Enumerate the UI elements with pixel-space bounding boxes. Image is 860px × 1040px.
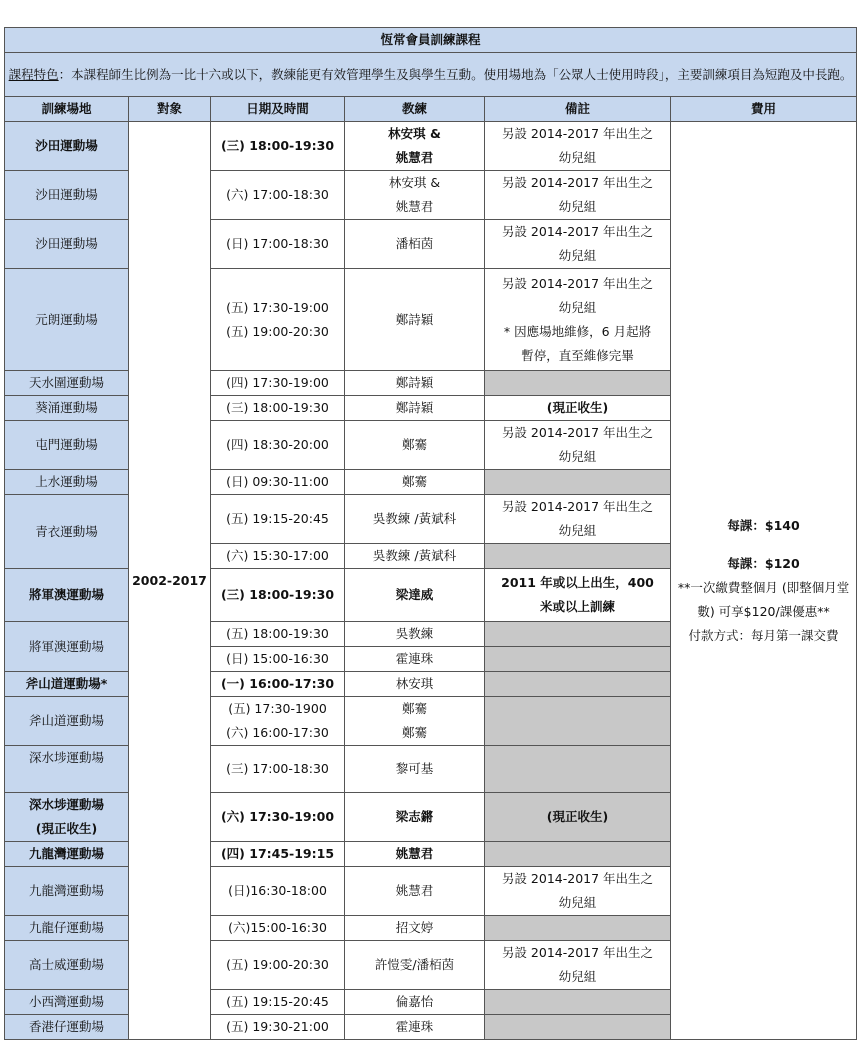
time-cell: (四) 17:30-19:00 bbox=[211, 371, 345, 396]
venue-cell: 九龍仔運動場 bbox=[5, 916, 129, 941]
time-cell: (一) 16:00-17:30 bbox=[211, 672, 345, 697]
fee-per-class-120: 每課：$120 bbox=[727, 555, 800, 571]
table-row bbox=[5, 122, 857, 171]
venue-cell: 將軍澳運動場 bbox=[5, 569, 129, 622]
fee-per-class-140: 每課：$140 bbox=[727, 517, 800, 533]
coach-cell: 霍連珠 bbox=[345, 647, 485, 672]
table-title: 恆常會員訓練課程 bbox=[5, 28, 857, 53]
remarks-cell bbox=[485, 916, 671, 941]
coach-cell: 鄭詩穎 bbox=[345, 396, 485, 421]
venue-cell: 葵涌運動場 bbox=[5, 396, 129, 421]
venue-cell: 沙田運動場 bbox=[5, 122, 129, 171]
remarks-cell bbox=[485, 544, 671, 569]
time-cell: (六)15:00-16:30 bbox=[211, 916, 345, 941]
time-cell: (三) 18:00-19:30 bbox=[211, 396, 345, 421]
time-cell: (五) 19:15-20:45 bbox=[211, 495, 345, 544]
remarks-cell: 另設 2014-2017 年出生之 幼兒組 bbox=[485, 122, 671, 171]
coach-cell: 鄭詩穎 bbox=[345, 371, 485, 396]
coach-cell: 鄭騫 鄭騫 bbox=[345, 697, 485, 746]
coach-cell: 潘栢茵 bbox=[345, 220, 485, 269]
coach-cell: 招文婷 bbox=[345, 916, 485, 941]
time-cell: (四) 17:45-19:15 bbox=[211, 842, 345, 867]
remarks-cell: 另設 2014-2017 年出生之 幼兒組 bbox=[485, 495, 671, 544]
remarks-cell bbox=[485, 697, 671, 746]
coach-cell: 鄭騫 bbox=[345, 470, 485, 495]
remarks-cell bbox=[485, 842, 671, 867]
intro-label: 課程特色 bbox=[8, 66, 59, 82]
remarks-cell bbox=[485, 371, 671, 396]
remarks-cell bbox=[485, 746, 671, 793]
coach-cell: 黎可基 bbox=[345, 746, 485, 793]
schedule-table bbox=[4, 27, 857, 1040]
venue-cell: 高士威運動場 bbox=[5, 941, 129, 990]
remarks-cell bbox=[485, 1015, 671, 1040]
header-coach: 教練 bbox=[345, 97, 485, 122]
remarks-cell bbox=[485, 470, 671, 495]
coach-cell: 鄭詩穎 bbox=[345, 269, 485, 371]
header-target: 對象 bbox=[129, 97, 211, 122]
fee-cell bbox=[671, 122, 857, 1040]
header-row bbox=[5, 97, 857, 122]
time-cell: (三) 17:00-18:30 bbox=[211, 746, 345, 793]
time-cell: (五) 19:00-20:30 bbox=[211, 941, 345, 990]
remarks-cell bbox=[485, 622, 671, 647]
remarks-cell: (現正收生) bbox=[485, 793, 671, 842]
fee-monthly-offer: **一次繳費整個月 (即整個月堂數) 可享$120/課優惠** bbox=[677, 579, 850, 619]
time-cell: (六) 17:00-18:30 bbox=[211, 171, 345, 220]
venue-cell: 斧山道運動場 bbox=[5, 697, 129, 746]
time-cell: (日)16:30-18:00 bbox=[211, 867, 345, 916]
venue-cell: 九龍灣運動場 bbox=[5, 842, 129, 867]
remarks-cell: 另設 2014-2017 年出生之 幼兒組 bbox=[485, 867, 671, 916]
time-cell: (五) 17:30-19:00 (五) 19:00-20:30 bbox=[211, 269, 345, 371]
coach-cell: 霍連珠 bbox=[345, 1015, 485, 1040]
target-cell: 2002-2017 bbox=[129, 122, 211, 1040]
venue-cell: 元朗運動場 bbox=[5, 269, 129, 371]
coach-cell: 吳教練 /黃斌科 bbox=[345, 544, 485, 569]
time-cell: (五) 19:15-20:45 bbox=[211, 990, 345, 1015]
venue-cell: 天水圍運動場 bbox=[5, 371, 129, 396]
header-fee: 費用 bbox=[671, 97, 857, 122]
coach-cell: 梁志鏘 bbox=[345, 793, 485, 842]
coach-cell: 林安琪 bbox=[345, 672, 485, 697]
header-venue: 訓練場地 bbox=[5, 97, 129, 122]
remarks-cell: 2011 年或以上出生，400 米或以上訓練 bbox=[485, 569, 671, 622]
time-cell: (四) 18:30-20:00 bbox=[211, 421, 345, 470]
coach-cell: 鄭騫 bbox=[345, 421, 485, 470]
coach-cell: 吳教練 bbox=[345, 622, 485, 647]
header-remarks: 備註 bbox=[485, 97, 671, 122]
time-cell: (六) 15:30-17:00 bbox=[211, 544, 345, 569]
course-intro bbox=[5, 53, 857, 97]
time-cell: (日) 15:00-16:30 bbox=[211, 647, 345, 672]
venue-cell: 小西灣運動場 bbox=[5, 990, 129, 1015]
time-cell: (六) 17:30-19:00 bbox=[211, 793, 345, 842]
venue-cell: 將軍澳運動場 bbox=[5, 622, 129, 672]
venue-cell: 九龍灣運動場 bbox=[5, 867, 129, 916]
venue-cell: 青衣運動場 bbox=[5, 495, 129, 569]
remarks-cell: 另設 2014-2017 年出生之 幼兒組 bbox=[485, 941, 671, 990]
coach-cell: 姚慧君 bbox=[345, 842, 485, 867]
remarks-cell: 另設 2014-2017 年出生之 幼兒組 bbox=[485, 220, 671, 269]
header-datetime: 日期及時間 bbox=[211, 97, 345, 122]
coach-cell: 姚慧君 bbox=[345, 867, 485, 916]
time-cell: (日) 09:30-11:00 bbox=[211, 470, 345, 495]
time-cell: (五) 17:30-1900 (六) 16:00-17:30 bbox=[211, 697, 345, 746]
coach-cell: 吳教練 /黃斌科 bbox=[345, 495, 485, 544]
remarks-cell: (現正收生) bbox=[485, 396, 671, 421]
remarks-cell: 另設 2014-2017 年出生之 幼兒組 bbox=[485, 171, 671, 220]
venue-cell: 深水埗運動場 (現正收生) bbox=[5, 793, 129, 842]
time-cell: (三) 18:00-19:30 bbox=[211, 122, 345, 171]
venue-cell: 斧山道運動場* bbox=[5, 672, 129, 697]
coach-cell: 梁達威 bbox=[345, 569, 485, 622]
venue-cell: 上水運動場 bbox=[5, 470, 129, 495]
coach-cell: 倫嘉怡 bbox=[345, 990, 485, 1015]
venue-cell: 香港仔運動場 bbox=[5, 1015, 129, 1040]
fee-payment-method: 付款方式：每月第一課交費 bbox=[688, 627, 839, 643]
coach-cell: 林安琪 & 姚慧君 bbox=[345, 122, 485, 171]
time-cell: (五) 19:30-21:00 bbox=[211, 1015, 345, 1040]
remarks-cell bbox=[485, 672, 671, 697]
remarks-cell bbox=[485, 647, 671, 672]
venue-cell: 深水埗運動場 bbox=[5, 746, 129, 793]
remarks-cell: 另設 2014-2017 年出生之 幼兒組 bbox=[485, 421, 671, 470]
coach-cell: 林安琪 & 姚慧君 bbox=[345, 171, 485, 220]
time-cell: (日) 17:00-18:30 bbox=[211, 220, 345, 269]
venue-cell: 沙田運動場 bbox=[5, 220, 129, 269]
coach-cell: 許愷雯/潘栢茵 bbox=[345, 941, 485, 990]
remarks-cell: 另設 2014-2017 年出生之 幼兒組 * 因應場地維修，6 月起將 暫停，直至維修完畢 bbox=[485, 269, 671, 371]
intro-text: ：本課程師生比例為一比十六或以下，教練能更有效管理學生及與學生互動。使用場地為「公眾人士使用時段」，主要訓練項目為短跑及中長跑。 bbox=[58, 66, 853, 82]
venue-cell: 沙田運動場 bbox=[5, 171, 129, 220]
time-cell: (五) 18:00-19:30 bbox=[211, 622, 345, 647]
time-cell: (三) 18:00-19:30 bbox=[211, 569, 345, 622]
remarks-cell bbox=[485, 990, 671, 1015]
venue-cell: 屯門運動場 bbox=[5, 421, 129, 470]
